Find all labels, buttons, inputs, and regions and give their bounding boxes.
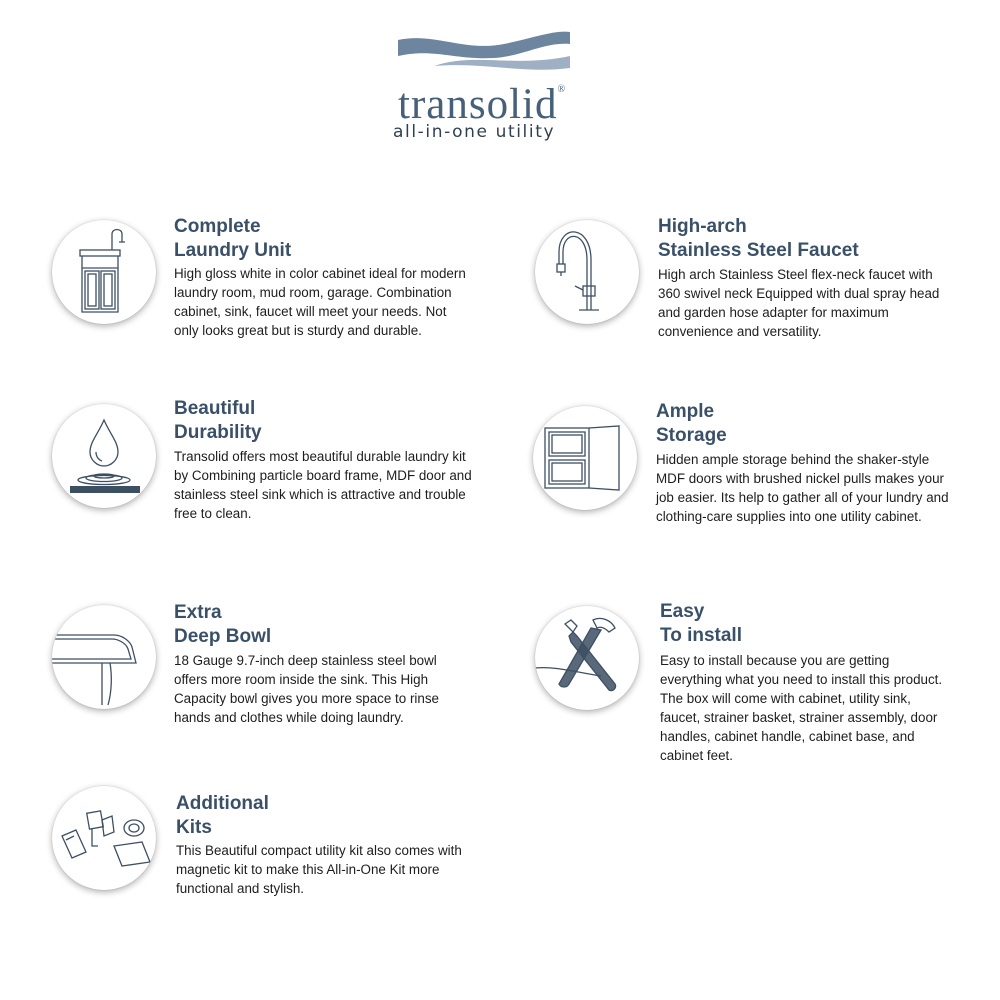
feature-title: Additional Kits: [176, 793, 269, 838]
brand-tagline: all-in-one utility: [393, 122, 556, 142]
tools-icon: [535, 606, 639, 710]
feature-description: This Beautiful compact utility kit also comes with magnetic kit to make this All-in-One Kit more functional and stylish.: [176, 843, 462, 896]
wave-logo-icon: [394, 22, 594, 80]
sink-bowl-icon: [52, 605, 156, 709]
feature-title: Complete Laundry Unit: [174, 216, 292, 261]
brand-logo: [380, 22, 610, 152]
feature-description: High arch Stainless Steel flex-neck faucet with 360 swivel neck Equipped with dual spray head and garden hose adapter for maximum convenience and versatility.: [658, 267, 940, 339]
magnetic-kit-icon: [52, 786, 156, 890]
feature-title: Beautiful Durability: [174, 398, 262, 443]
feature-description: High gloss white in color cabinet ideal for modern laundry room, mud room, garage. Combination cabinet, sink, faucet will meet your needs. Not only looks great but is sturdy and durable.: [174, 266, 466, 338]
feature-description: Transolid offers most beautiful durable laundry kit by Combining particle board frame, MDF door and stainless steel sink which is attractive and trouble free to clean.: [174, 449, 472, 521]
feature-description: 18 Gauge 9.7-inch deep stainless steel bowl offers more room inside the sink. This High Capacity bowl gives you more space to rinse hands and clothes while doing laundry.: [174, 653, 439, 725]
brand-name: transolid®: [398, 81, 567, 128]
water-drop-icon: [52, 404, 156, 508]
feature-title: Ample Storage: [656, 401, 727, 446]
feature-description: Hidden ample storage behind the shaker-style MDF doors with brushed nickel pulls makes your job easier. Its help to gather all of your lundry and clothing-care supplies into one utility cabinet.: [656, 452, 949, 524]
feature-title: Extra Deep Bowl: [174, 602, 272, 647]
feature-description: Easy to install because you are getting everything what you need to install this product. The box will come with cabinet, utility sink, faucet, strainer basket, strainer assembly, door handles, cabinet handle, cabinet base, and cabinet feet.: [660, 653, 943, 763]
laundry-unit-icon: [52, 220, 156, 324]
cabinet-storage-icon: [533, 406, 637, 510]
feature-title: Easy To install: [660, 601, 742, 646]
feature-title: High-arch Stainless Steel Faucet: [658, 216, 859, 261]
faucet-icon: [535, 220, 639, 324]
